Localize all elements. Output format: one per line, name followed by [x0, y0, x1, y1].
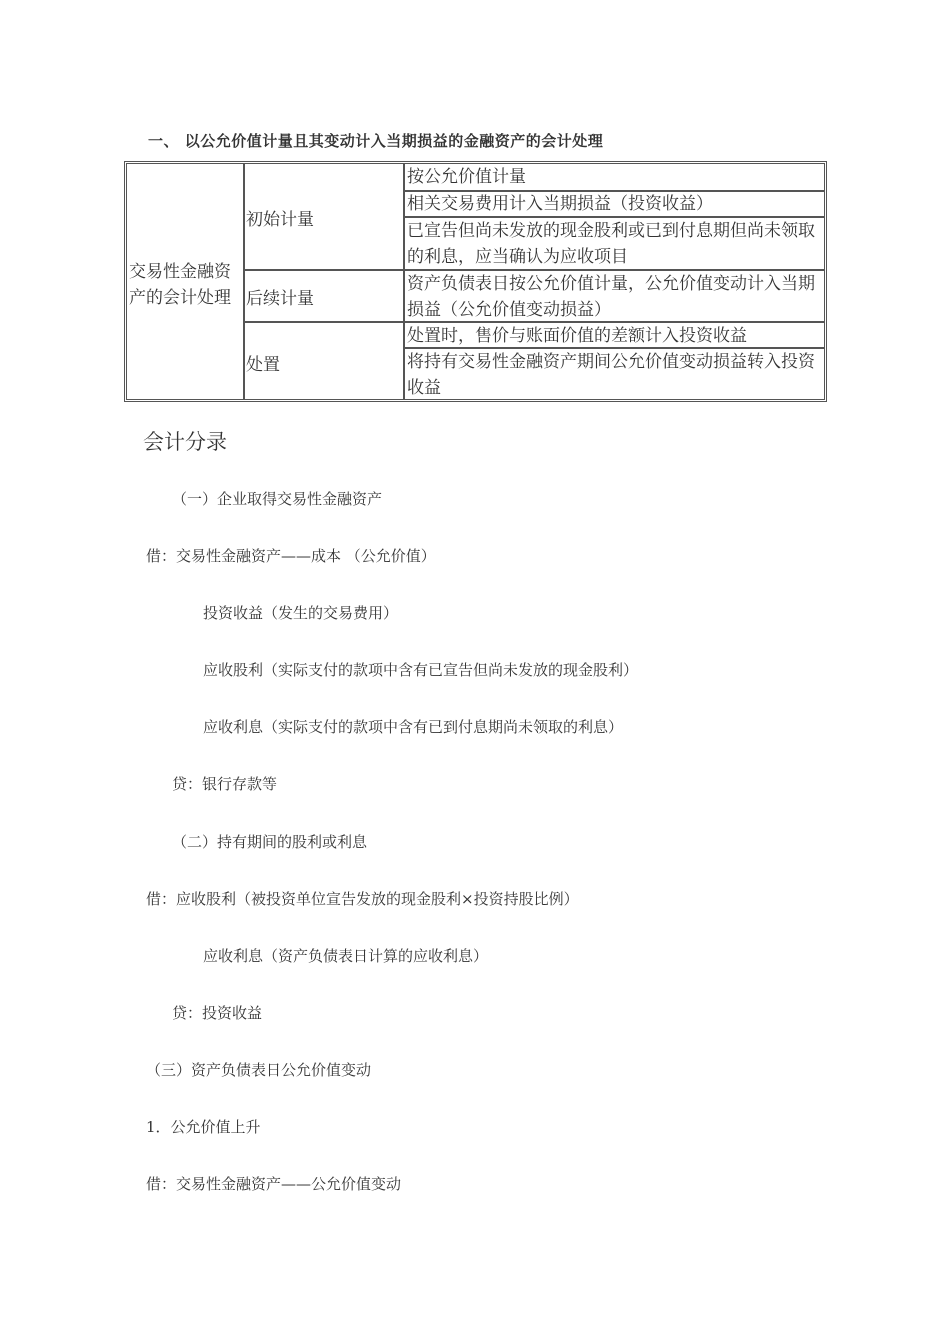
- entry-line: 贷：银行存款等: [172, 775, 278, 793]
- entry-line: 应收利息（实际支付的款项中含有已到付息期尚未领取的利息）: [203, 718, 624, 736]
- table-item: 按公允价值计量: [407, 167, 526, 187]
- accounting-table: [124, 161, 827, 402]
- table-item: 资产负债表日按公允价值计量，公允价值变动计入当期损益（公允价值变动损益）: [407, 274, 815, 320]
- entry-line: 贷：投资收益: [172, 1004, 263, 1022]
- entry-line: 应收利息（资产负债表日计算的应收利息）: [203, 947, 489, 965]
- entry-line: 应收股利（实际支付的款项中含有已宣告但尚未发放的现金股利）: [203, 661, 639, 679]
- table-group-initial: 初始计量: [246, 210, 314, 230]
- table-group-subsequent: 后续计量: [246, 289, 314, 309]
- table-category-cell: 交易性金融资产的会计处理: [129, 262, 231, 308]
- document-heading: 一、 以公允价值计量且其变动计入当期损益的金融资产的会计处理: [148, 132, 604, 150]
- table-group-disposal: 处置: [246, 355, 280, 375]
- table-item: 相关交易费用计入当期损益（投资收益）: [407, 194, 713, 214]
- table-divider: [403, 164, 405, 399]
- table-item: 将持有交易性金融资产期间公允价值变动损益转入投资收益: [407, 352, 815, 398]
- entry-line: 借：交易性金融资产——成本 （公允价值）: [146, 547, 436, 565]
- entry-line: 借：应收股利（被投资单位宣告发放的现金股利×投资持股比例）: [146, 890, 579, 908]
- table-item: 已宣告但尚未发放的现金股利或已到付息期但尚未领取的利息，应当确认为应收项目: [407, 221, 815, 267]
- table-item: 处置时，售价与账面价值的差额计入投资收益: [407, 326, 747, 346]
- section-title: 会计分录: [143, 430, 227, 454]
- entry-line: 投资收益（发生的交易费用）: [203, 604, 399, 622]
- table-divider: [243, 164, 245, 399]
- entry-line: （三）资产负债表日公允价值变动: [146, 1061, 372, 1079]
- entry-line: （一）企业取得交易性金融资产: [172, 490, 383, 508]
- entry-line: 1．公允价值上升: [146, 1118, 261, 1136]
- entry-line: 借：交易性金融资产——公允价值变动: [146, 1175, 402, 1193]
- entry-line: （二）持有期间的股利或利息: [172, 833, 368, 851]
